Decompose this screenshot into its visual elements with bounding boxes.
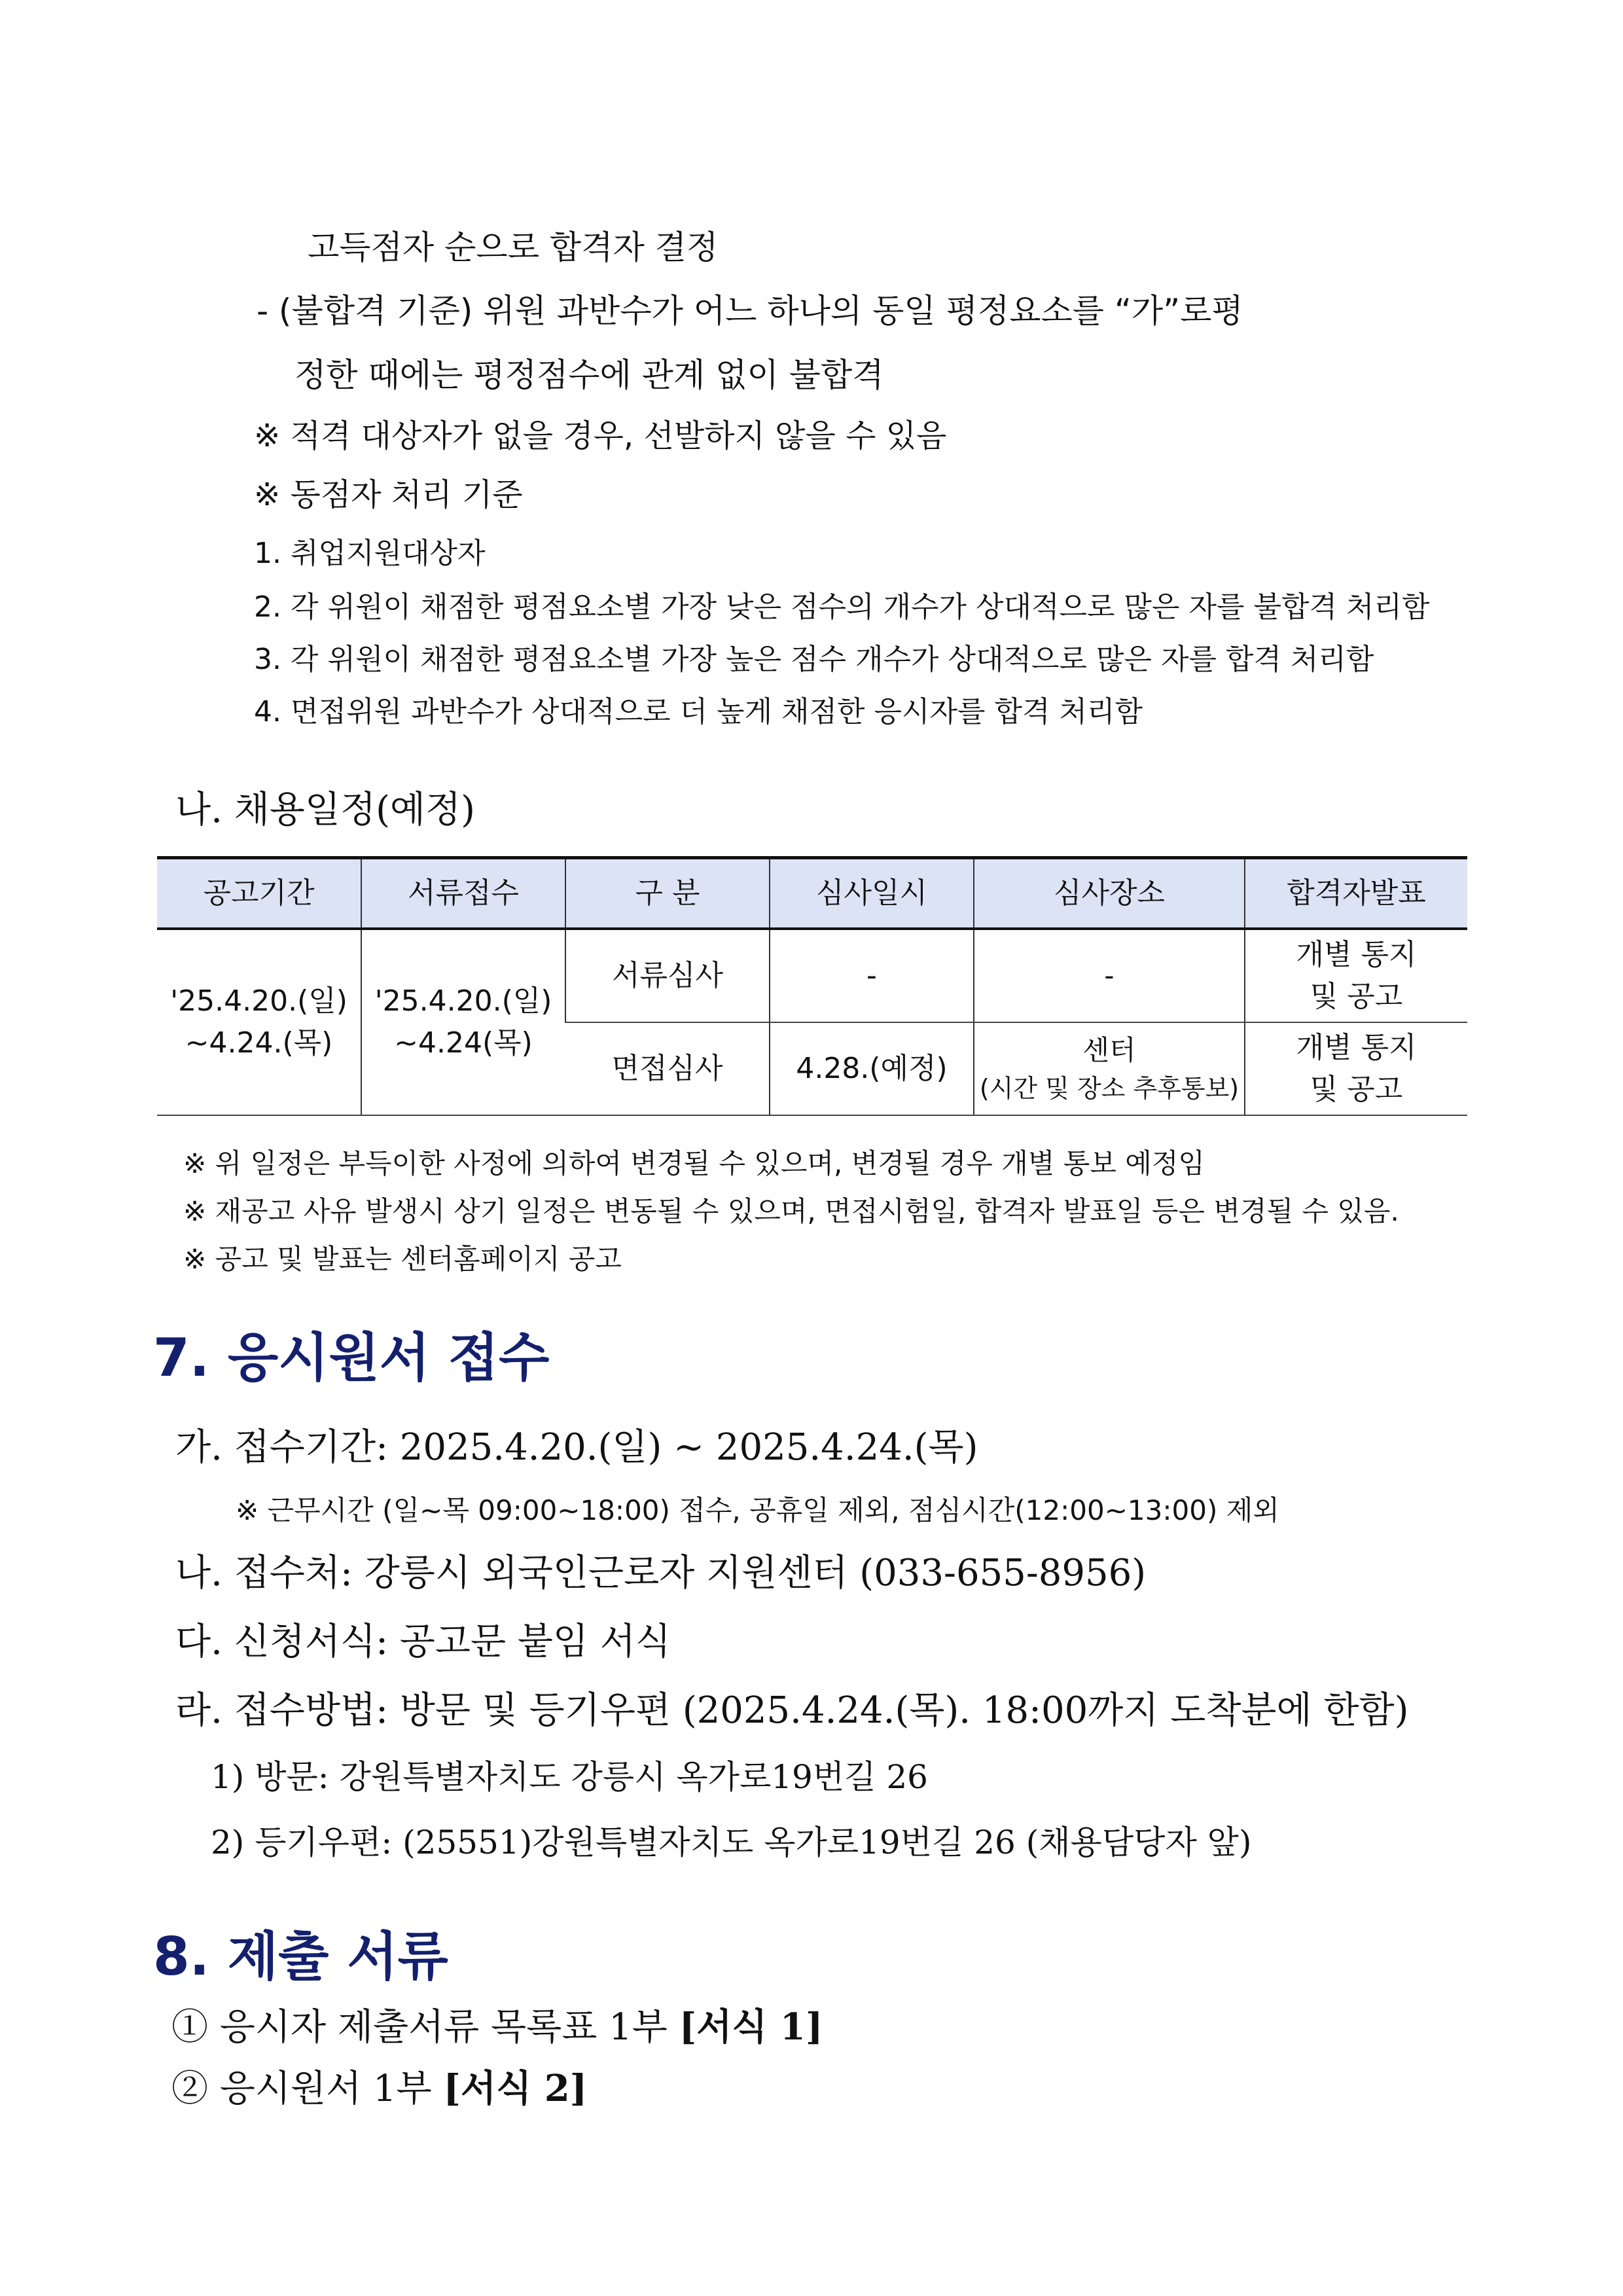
header-type: 구 분 — [565, 858, 770, 929]
announce-line-1: 개별 통지 — [1296, 1031, 1417, 1065]
eval-note-2: ※ 동점자 처리 기준 — [254, 476, 523, 513]
announce-line-2: 및 공고 — [1310, 980, 1403, 1013]
receipt-method: 라. 접수방법: 방문 및 등기우편 (2025.4.24.(목). 18:00까지 도착분에 한함) — [175, 1689, 1409, 1732]
eval-note-1: ※ 적격 대상자가 없을 경우, 선발하지 않을 수 있음 — [254, 418, 947, 454]
place-main: 센터 — [1082, 1034, 1136, 1066]
cell-announce — [1245, 1022, 1467, 1115]
application-form: 다. 신청서식: 공고문 붙임 서식 — [175, 1621, 671, 1663]
period-start: '25.4.20.(일) — [170, 984, 348, 1018]
receipt-period: 가. 접수기간: 2025.4.20.(일) ~ 2025.4.24.(목) — [175, 1426, 978, 1469]
schedule-header-row — [157, 858, 1467, 929]
header-date: 심사일시 — [770, 858, 974, 929]
eval-line-2: - (불합격 기준) 위원 과반수가 어느 하나의 동일 평정요소를 “가”로평 — [257, 292, 1243, 330]
receipt-end: ~4.24(목) — [394, 1026, 533, 1060]
table-row — [157, 929, 1467, 1022]
cell-type: 면접심사 — [565, 1022, 770, 1115]
schedule-table — [157, 856, 1467, 1116]
working-hours-note: ※ 근무시간 (일~목 09:00~18:00) 접수, 공휴일 제외, 점심시간(12:00~13:00) 제외 — [236, 1494, 1279, 1526]
announce-line-2: 및 공고 — [1310, 1073, 1403, 1106]
header-period: 공고기간 — [157, 858, 361, 929]
tie-rule-1: 1. 취업지원대상자 — [254, 537, 486, 570]
header-receipt: 서류접수 — [361, 858, 565, 929]
cell-receipt — [361, 929, 565, 1115]
cell-type: 서류심사 — [565, 929, 770, 1022]
schedule-title: 나. 채용일정(예정) — [175, 789, 475, 831]
receipt-place: 나. 접수처: 강릉시 외국인근로자 지원센터 (033-655-8956) — [175, 1552, 1147, 1594]
cell-date: 4.28.(예정) — [770, 1022, 974, 1115]
method-mail: 2) 등기우편: (25551)강원특별자치도 옥가로19번길 26 (채용담당자 앞) — [211, 1823, 1252, 1861]
schedule-note-3: ※ 공고 및 발표는 센터홈페이지 공고 — [183, 1243, 622, 1275]
header-place: 심사장소 — [974, 858, 1245, 929]
document-item-1-form: [서식 1] — [679, 2005, 823, 2049]
eval-line-1: 고득점자 순으로 합격자 결정 — [308, 228, 719, 266]
period-end: ~4.24.(목) — [185, 1026, 333, 1060]
schedule-note-1: ※ 위 일정은 부득이한 사정에 의하여 변경될 수 있으며, 변경될 경우 개별 통보 예정임 — [183, 1147, 1205, 1179]
header-announce: 합격자발표 — [1245, 858, 1467, 929]
document-item-2 — [171, 2067, 587, 2111]
cell-announce — [1245, 929, 1467, 1022]
cell-period — [157, 929, 361, 1115]
tie-rule-2: 2. 각 위원이 채점한 평점요소별 가장 낮은 점수의 개수가 상대적으로 많은 자를 불합격 처리함 — [254, 590, 1430, 624]
eval-line-3: 정한 때에는 평정점수에 관계 없이 불합격 — [294, 356, 884, 394]
tie-rule-4: 4. 면접위원 과반수가 상대적으로 더 높게 채점한 응시자를 합격 처리함 — [254, 695, 1143, 728]
announce-line-1: 개별 통지 — [1296, 938, 1417, 972]
document-item-2-text: ② 응시원서 1부 — [171, 2068, 444, 2110]
section-7-heading: 7. 응시원서 접수 — [153, 1327, 550, 1388]
place-sub: (시간 및 장소 추후통보) — [979, 1073, 1240, 1103]
cell-place — [974, 1022, 1245, 1115]
cell-place: - — [974, 929, 1245, 1022]
cell-date: - — [770, 929, 974, 1022]
document-item-1 — [171, 2005, 823, 2049]
document-item-2-form: [서식 2] — [443, 2067, 588, 2110]
document-item-1-text: ① 응시자 제출서류 목록표 1부 — [171, 2006, 679, 2049]
section-8-heading: 8. 제출 서류 — [153, 1926, 448, 1987]
receipt-start: '25.4.20.(일) — [374, 984, 552, 1018]
tie-rule-3: 3. 각 위원이 채점한 평점요소별 가장 높은 점수 개수가 상대적으로 많은 자를 합격 처리함 — [254, 643, 1374, 676]
method-visit: 1) 방문: 강원특별자치도 강릉시 옥가로19번길 26 — [211, 1758, 928, 1796]
schedule-note-2: ※ 재공고 사유 발생시 상기 일정은 변동될 수 있으며, 면접시험일, 합격자 발표일 등은 변경될 수 있음. — [183, 1195, 1399, 1227]
